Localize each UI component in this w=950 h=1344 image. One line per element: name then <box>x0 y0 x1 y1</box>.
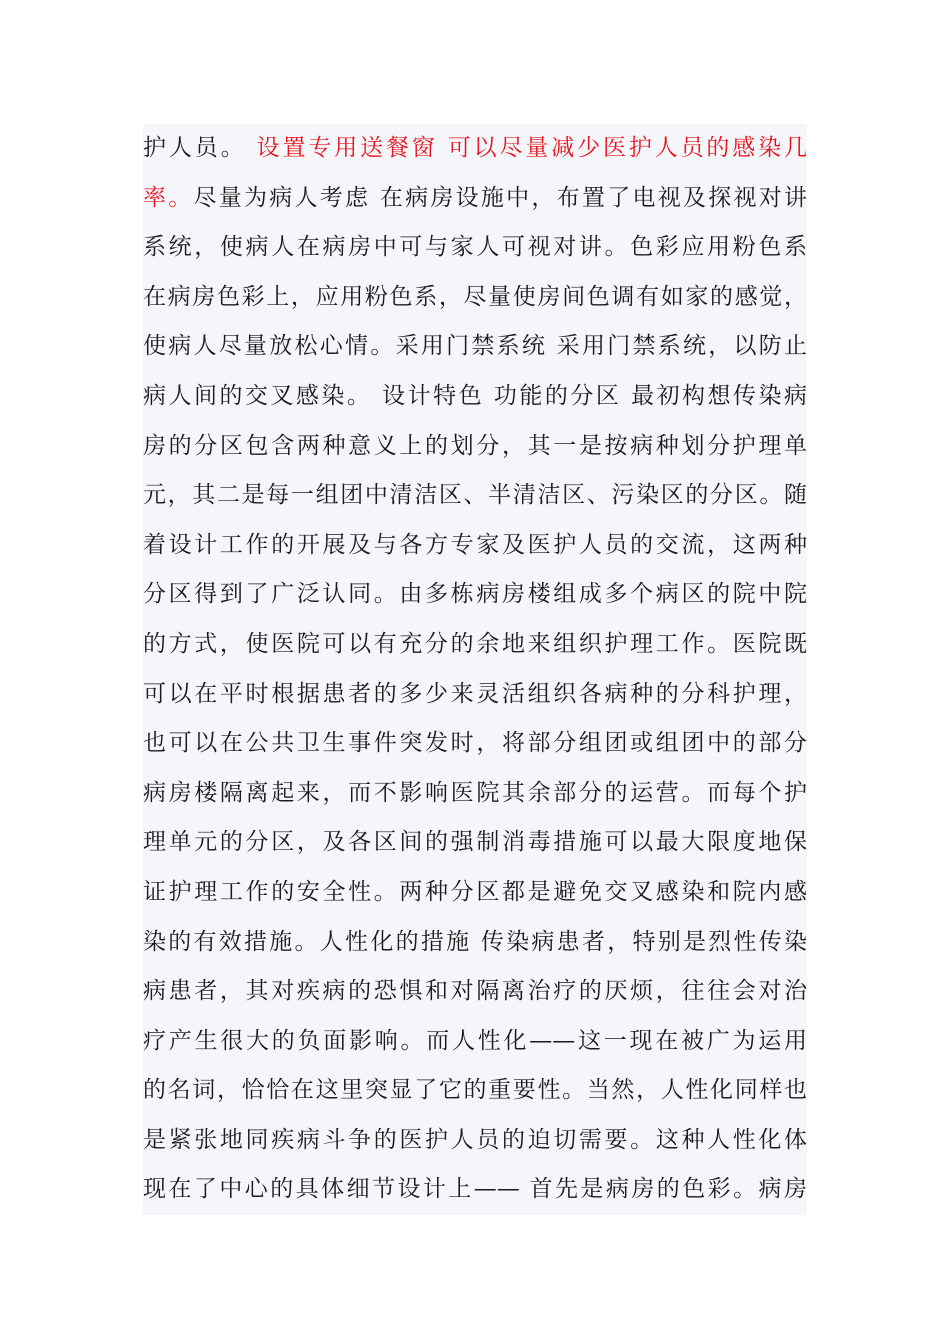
text-line <box>143 769 807 819</box>
text-line <box>143 868 807 918</box>
text-segment: 的方式，使医院可以有充分的余地来组织护理工作。医院既 <box>143 630 807 657</box>
text-line <box>143 1017 807 1067</box>
text-segment: 房的分区包含两种意义上的划分，其一是按病种划分护理单 <box>143 432 807 459</box>
text-line <box>143 174 807 224</box>
text-segment: 使病人尽量放松心情。采用门禁系统 采用门禁系统，以防止 <box>143 333 807 360</box>
text-segment: 病房楼隔离起来，而不影响医院其余部分的运营。而每个护 <box>143 779 807 806</box>
text-segment: 护人员。 <box>143 135 257 161</box>
text-line <box>143 719 807 769</box>
text-line <box>143 620 807 670</box>
text-segment: 理单元的分区，及各区间的强制消毒措施可以最大限度地保 <box>143 829 807 856</box>
text-line <box>143 422 807 472</box>
text-segment: 证护理工作的安全性。两种分区都是避免交叉感染和院内感 <box>143 878 807 905</box>
text-line <box>143 372 807 422</box>
text-segment: 是紧张地同疾病斗争的医护人员的迫切需要。这种人性化体 <box>143 1126 807 1153</box>
text-line <box>143 223 807 273</box>
text-segment: 元，其二是每一组团中清洁区、半清洁区、污染区的分区。随 <box>143 482 807 509</box>
text-segment: 着设计工作的开展及与各方专家及医护人员的交流，这两种 <box>143 531 807 558</box>
text-line <box>143 967 807 1017</box>
text-segment: 病人间的交叉感染。 设计特色 功能的分区 最初构想传染病 <box>143 382 807 409</box>
highlighted-text: 率。 <box>143 184 194 211</box>
text-segment: 病患者，其对疾病的恐惧和对隔离治疗的厌烦，往往会对治 <box>143 978 807 1005</box>
text-segment: 可以在平时根据患者的多少来灵活组织各病种的分科护理， <box>143 680 807 707</box>
text-segment: 分区得到了广泛认同。由多栋病房楼组成多个病区的院中院 <box>143 581 807 608</box>
text-line <box>143 1066 807 1116</box>
text-segment: 尽量为病人考虑 在病房设施中，布置了电视及探视对讲 <box>193 184 807 211</box>
text-line <box>143 273 807 323</box>
text-line <box>143 818 807 868</box>
text-line <box>143 1116 807 1166</box>
text-segment: 疗产生很大的负面影响。而人性化——这一现在被广为运用 <box>143 1027 807 1054</box>
highlighted-text: 设置专用送餐窗 可以尽量减少医护人员的感染几 <box>256 135 807 161</box>
text-segment: 的名词，恰恰在这里突显了它的重要性。当然，人性化同样也 <box>143 1077 807 1104</box>
text-segment: 染的有效措施。人性化的措施 传染病患者，特别是烈性传染 <box>143 928 807 955</box>
text-line <box>143 1165 807 1215</box>
text-line <box>143 521 807 571</box>
text-segment: 现在了中心的具体细节设计上—— 首先是病房的色彩。病房 <box>143 1176 807 1203</box>
text-line <box>143 322 807 372</box>
text-segment: 在病房色彩上，应用粉色系，尽量使房间色调有如家的感觉， <box>143 283 807 310</box>
text-line <box>143 471 807 521</box>
text-line <box>143 570 807 620</box>
text-line <box>143 670 807 720</box>
text-segment: 也可以在公共卫生事件突发时，将部分组团或组团中的部分 <box>143 730 807 757</box>
text-segment: 系统，使病人在病房中可与家人可视对讲。色彩应用粉色系 <box>143 234 807 261</box>
document-body <box>143 124 807 1215</box>
text-line <box>143 918 807 968</box>
text-line <box>143 124 807 174</box>
